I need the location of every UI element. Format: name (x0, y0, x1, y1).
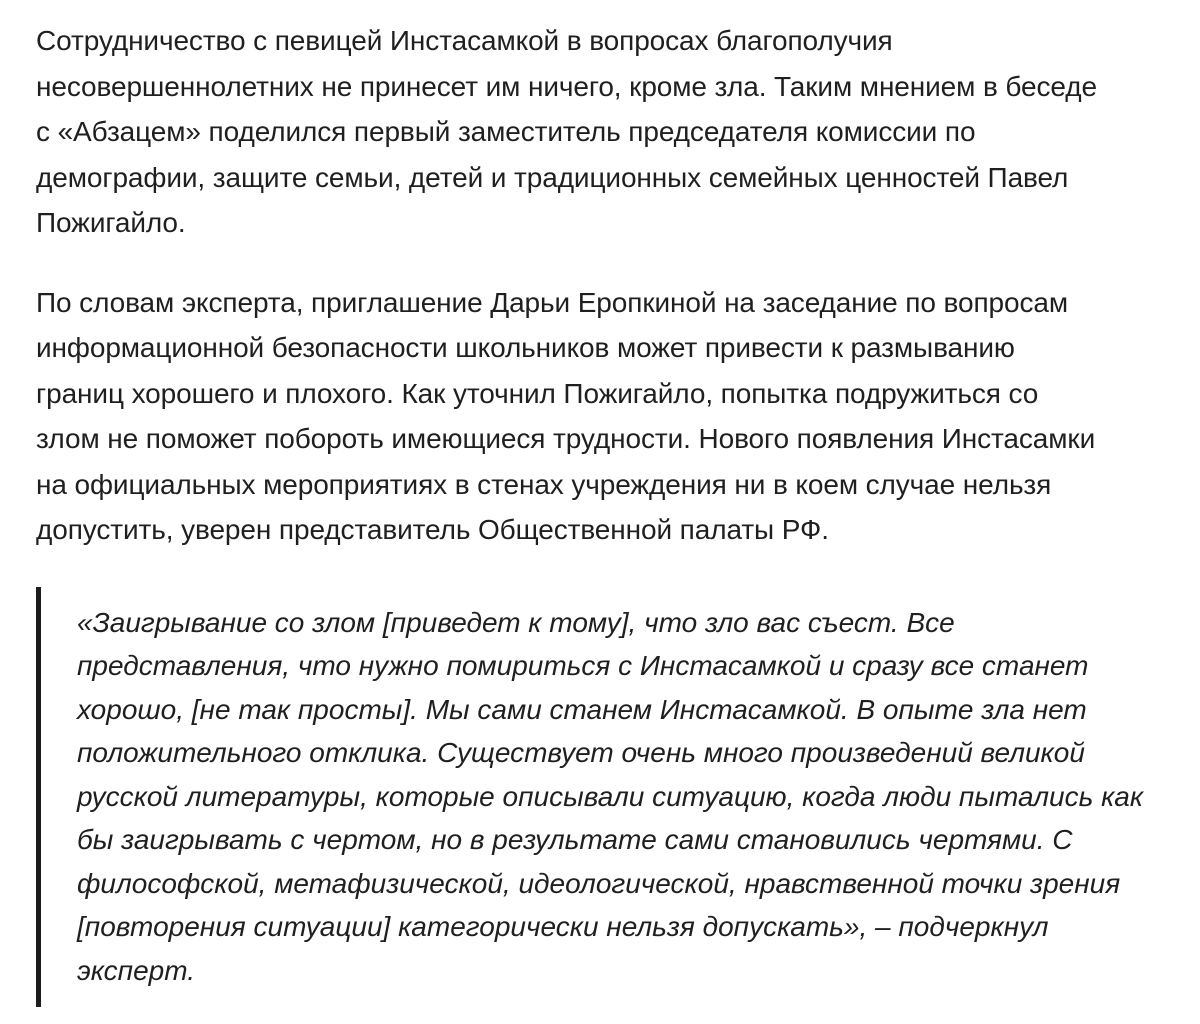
article-paragraph-1: Сотрудничество с певицей Инстасамкой в вопросах благополучия несовершеннолетних не принесет им ничего, кроме зла. Таким мнением в беседе с «Абзацем» поделился первый заместитель председателя комиссии по демографии, защите семьи, детей и традиционных семейных ценностей Павел Пожигайло. (36, 25, 1097, 238)
article-paragraph-2: По словам эксперта, приглашение Дарьи Еропкиной на заседание по вопросам информационной безопасности школьников может привести к размыванию границ хорошего и плохого. Как уточнил Пожигайло, попытка подружиться со злом не поможет побороть имеющиеся трудности. Нового появления Инстасамки на официальных мероприятиях в стенах учреждения ни в коем случае нельзя допустить, уверен представитель Общественной палаты РФ. (36, 286, 1096, 545)
article-body (36, 18, 1186, 1007)
expert-quote: «Заигрывание со злом [приведет к тому], что зло вас съест. Все представления, что нужно помириться с Инстасамкой и сразу все станет хорошо, [не так просты]. Мы сами станем Инстасамкой. В опыте зла нет положительного отклика. Существует очень много произведений великой русской литературы, которые описывали ситуацию, когда люди пытались как бы заигрывать с чертом, но в результате сами становились чертями. С философской, метафизической, идеологической, нравственной точки зрения [повторения ситуации] категорически нельзя допускать», – подчеркнул эксперт. (36, 587, 1186, 1007)
